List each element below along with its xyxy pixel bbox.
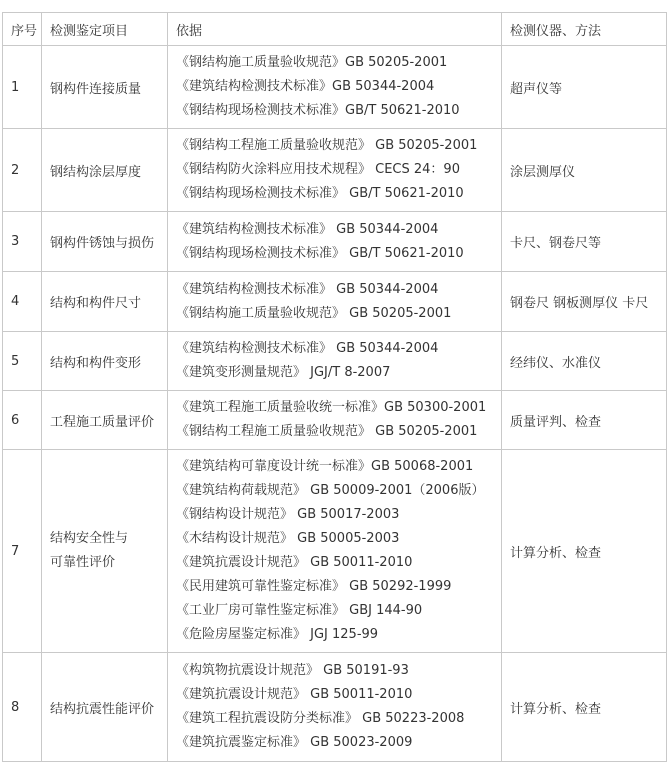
table-row bbox=[3, 332, 667, 391]
item-line: 可靠性评价 bbox=[50, 555, 116, 570]
cell-no: 3 bbox=[3, 212, 42, 272]
cell-method: 超声仪等 bbox=[502, 46, 667, 129]
table-row bbox=[3, 450, 667, 653]
cell-item: 结构和构件变形 bbox=[42, 332, 168, 391]
basis-line: 《建筑结构检测技术标准》 GB 50344-2004 bbox=[176, 281, 439, 297]
basis-line: 《构筑物抗震设计规范》 GB 50191-93 bbox=[176, 663, 409, 678]
cell-method: 计算分析、检查 bbox=[502, 450, 667, 653]
table-row bbox=[3, 212, 667, 272]
basis-line: 《建筑工程抗震设防分类标准》 GB 50223-2008 bbox=[176, 711, 465, 726]
cell-no: 7 bbox=[3, 450, 42, 653]
cell-item: 钢结构涂层厚度 bbox=[42, 129, 168, 212]
basis-line: 《建筑抗震鉴定标准》 GB 50023-2009 bbox=[176, 735, 413, 750]
basis-line: 《建筑结构可靠度设计统一标准》GB 50068-2001 bbox=[176, 459, 474, 474]
standards-table bbox=[2, 12, 667, 762]
basis-line: 《建筑结构荷载规范》 GB 50009-2001（2006版） bbox=[176, 483, 485, 498]
cell-no: 2 bbox=[3, 129, 42, 212]
table-row bbox=[3, 272, 667, 332]
basis-line: 《建筑结构检测技术标准》 GB 50344-2004 bbox=[176, 341, 439, 356]
cell-method: 钢卷尺 钢板测厚仪 卡尺 bbox=[502, 272, 667, 332]
cell-item: 工程施工质量评价 bbox=[42, 391, 168, 450]
basis-line: 《建筑结构检测技术标准》 GB 50344-2004 bbox=[176, 221, 439, 237]
basis-line: 《钢结构现场检测技术标准》 GB/T 50621-2010 bbox=[176, 245, 464, 261]
basis-line: 《钢结构施工质量验收规范》 GB 50205-2001 bbox=[176, 305, 452, 321]
cell-no: 4 bbox=[3, 272, 42, 332]
basis-line: 《钢结构现场检测技术标准》GB/T 50621-2010 bbox=[176, 103, 460, 118]
cell-basis bbox=[168, 653, 502, 762]
cell-item bbox=[42, 450, 168, 653]
cell-no: 5 bbox=[3, 332, 42, 391]
basis-line: 《钢结构施工质量验收规范》GB 50205-2001 bbox=[176, 55, 448, 70]
basis-line: 《建筑抗震设计规范》 GB 50011-2010 bbox=[176, 555, 413, 570]
cell-basis bbox=[168, 332, 502, 391]
basis-line: 《钢结构工程施工质量验收规范》 GB 50205-2001 bbox=[176, 424, 478, 439]
basis-line: 《建筑抗震设计规范》 GB 50011-2010 bbox=[176, 687, 413, 702]
basis-line: 《木结构设计规范》 GB 50005-2003 bbox=[176, 531, 400, 546]
cell-basis bbox=[168, 450, 502, 653]
cell-no: 1 bbox=[3, 46, 42, 129]
header-no: 序号 bbox=[3, 13, 42, 46]
basis-line: 《钢结构防火涂料应用技术规程》 CECS 24：90 bbox=[176, 162, 460, 177]
table-row bbox=[3, 653, 667, 762]
basis-line: 《建筑工程施工质量验收统一标准》GB 50300-2001 bbox=[176, 400, 487, 415]
header-item: 检测鉴定项目 bbox=[42, 13, 168, 46]
cell-item: 结构抗震性能评价 bbox=[42, 653, 168, 762]
cell-no: 8 bbox=[3, 653, 42, 762]
basis-line: 《钢结构设计规范》 GB 50017-2003 bbox=[176, 507, 400, 522]
basis-line: 《危险房屋鉴定标准》 JGJ 125-99 bbox=[176, 627, 379, 642]
basis-line: 《钢结构工程施工质量验收规范》 GB 50205-2001 bbox=[176, 138, 478, 153]
basis-line: 《工业厂房可靠性鉴定标准》 GBJ 144-90 bbox=[176, 603, 423, 618]
basis-line: 《钢结构现场检测技术标准》 GB/T 50621-2010 bbox=[176, 186, 464, 201]
cell-method: 经纬仪、水准仪 bbox=[502, 332, 667, 391]
table-row bbox=[3, 46, 667, 129]
cell-method: 计算分析、检查 bbox=[502, 653, 667, 762]
basis-line: 《民用建筑可靠性鉴定标准》 GB 50292-1999 bbox=[176, 579, 452, 594]
cell-basis bbox=[168, 391, 502, 450]
header-method: 检测仪器、方法 bbox=[502, 13, 667, 46]
cell-basis bbox=[168, 46, 502, 129]
cell-basis bbox=[168, 212, 502, 272]
cell-item: 结构和构件尺寸 bbox=[42, 272, 168, 332]
cell-item: 钢构件锈蚀与损伤 bbox=[42, 212, 168, 272]
header-basis: 依据 bbox=[168, 13, 502, 46]
cell-method: 涂层测厚仪 bbox=[502, 129, 667, 212]
table-row bbox=[3, 391, 667, 450]
header-row bbox=[3, 13, 667, 46]
cell-basis bbox=[168, 272, 502, 332]
basis-line: 《建筑变形测量规范》 JGJ/T 8-2007 bbox=[176, 365, 391, 380]
cell-no: 6 bbox=[3, 391, 42, 450]
basis-line: 《建筑结构检测技术标准》GB 50344-2004 bbox=[176, 79, 435, 94]
cell-item: 钢构件连接质量 bbox=[42, 46, 168, 129]
item-line: 结构安全性与 bbox=[50, 531, 129, 546]
table-row bbox=[3, 129, 667, 212]
table-body bbox=[3, 46, 667, 762]
cell-basis bbox=[168, 129, 502, 212]
cell-method: 卡尺、钢卷尺等 bbox=[502, 212, 667, 272]
cell-method: 质量评判、检查 bbox=[502, 391, 667, 450]
